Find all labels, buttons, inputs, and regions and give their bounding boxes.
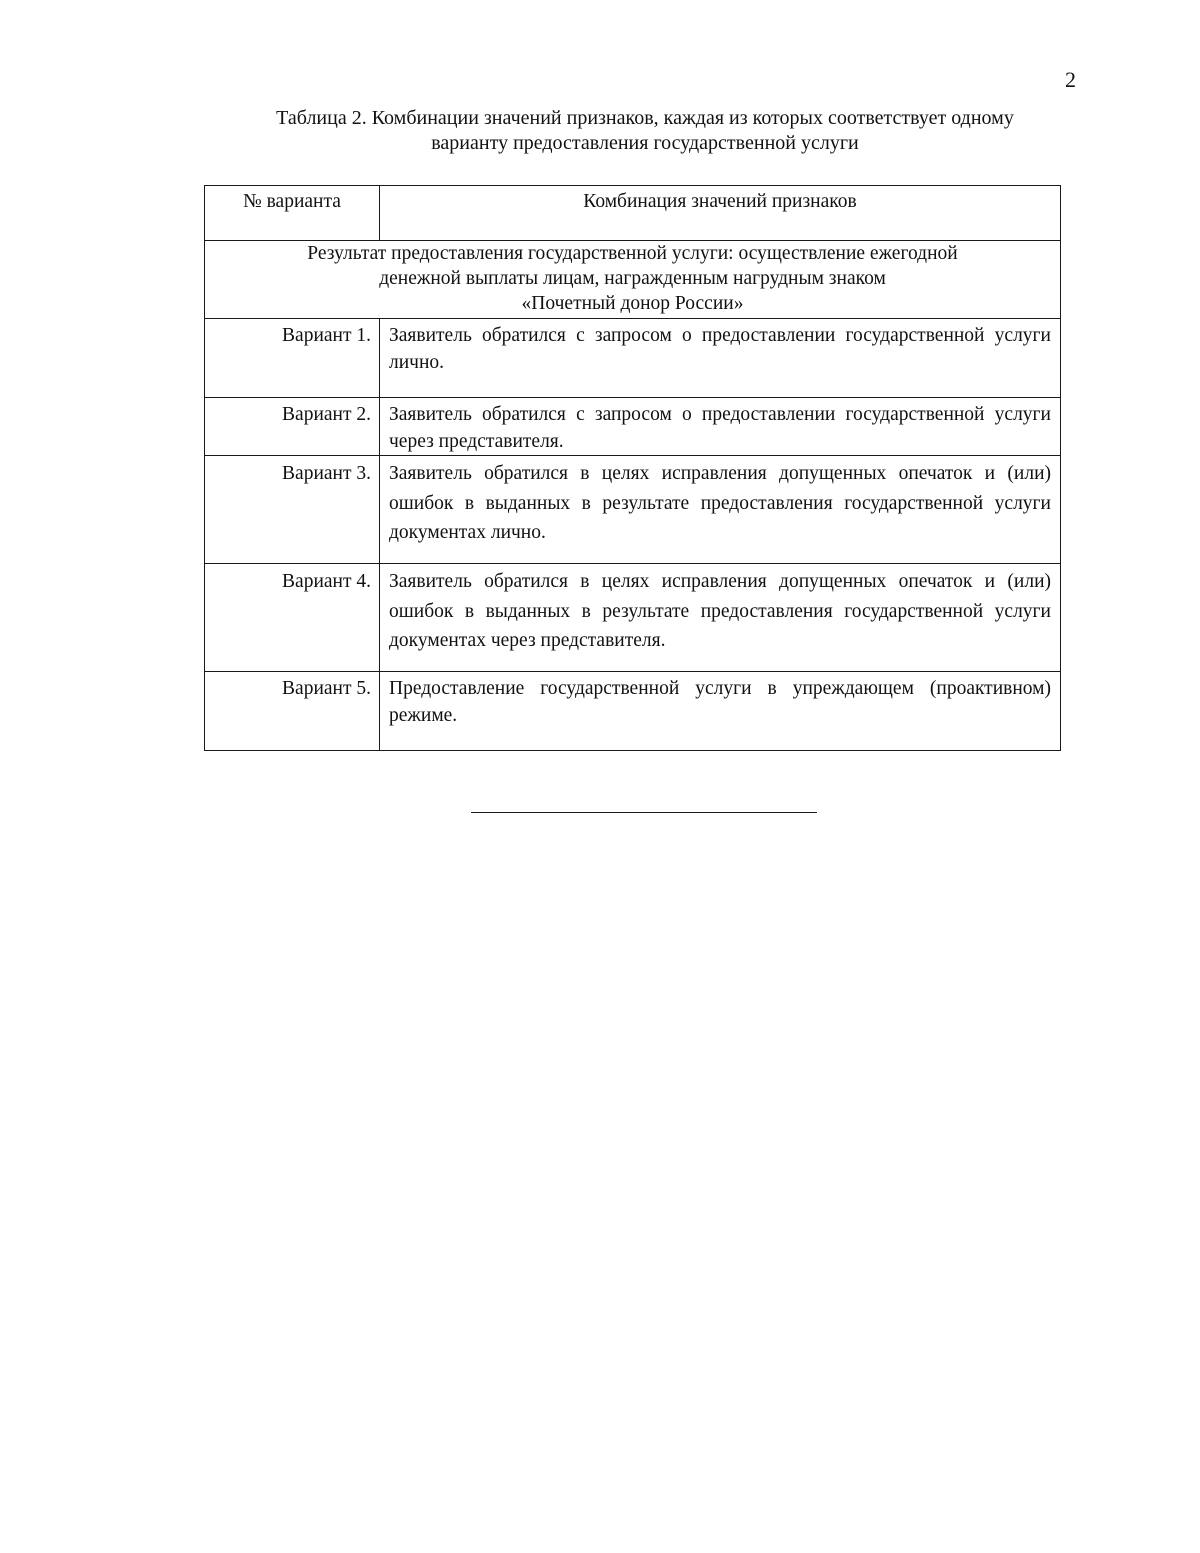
header-variant-no: № варианта [205,186,380,241]
table-row [205,319,1061,398]
variant-number: Вариант 5. [205,672,380,751]
closing-rule [471,812,817,813]
variants-table [204,185,1061,751]
table-row [205,672,1061,751]
header-combination: Комбинация значений признаков [380,186,1061,241]
result-line-1: Результат предоставления государственной услуги: осуществление ежегодной [307,243,958,264]
table-row [205,398,1061,456]
variant-number: Вариант 4. [205,564,380,672]
variant-combination: Заявитель обратился с запросом о предоставлении государственной услуги лично. [380,319,1061,398]
caption-line-2: варианту предоставления государственной услуги [431,132,859,154]
table-header-row [205,186,1061,241]
page-number: 2 [1065,67,1076,92]
table-row [205,456,1061,564]
table-row [205,564,1061,672]
caption-line-1: Таблица 2. Комбинации значений признаков, каждая из которых соответствует одному [276,107,1014,129]
table-caption [205,106,1085,156]
variant-combination: Заявитель обратился в целях исправления допущенных опечаток и (или) ошибок в выданных в результате предоставления государственной услуги документах лично. [380,456,1061,564]
variant-combination: Заявитель обратился с запросом о предоставлении государственной услуги через представителя. [380,398,1061,456]
result-row [205,241,1061,319]
variant-number: Вариант 2. [205,398,380,456]
variant-number: Вариант 3. [205,456,380,564]
result-line-2: денежной выплаты лицам, награжденным нагрудным знаком [379,268,886,289]
result-cell [205,241,1061,319]
variant-combination: Заявитель обратился в целях исправления допущенных опечаток и (или) ошибок в выданных в результате предоставления государственной услуги документах через представителя. [380,564,1061,672]
variant-combination: Предоставление государственной услуги в упреждающем (проактивном) режиме. [380,672,1061,751]
variant-number: Вариант 1. [205,319,380,398]
result-line-3: «Почетный донор России» [521,293,744,314]
